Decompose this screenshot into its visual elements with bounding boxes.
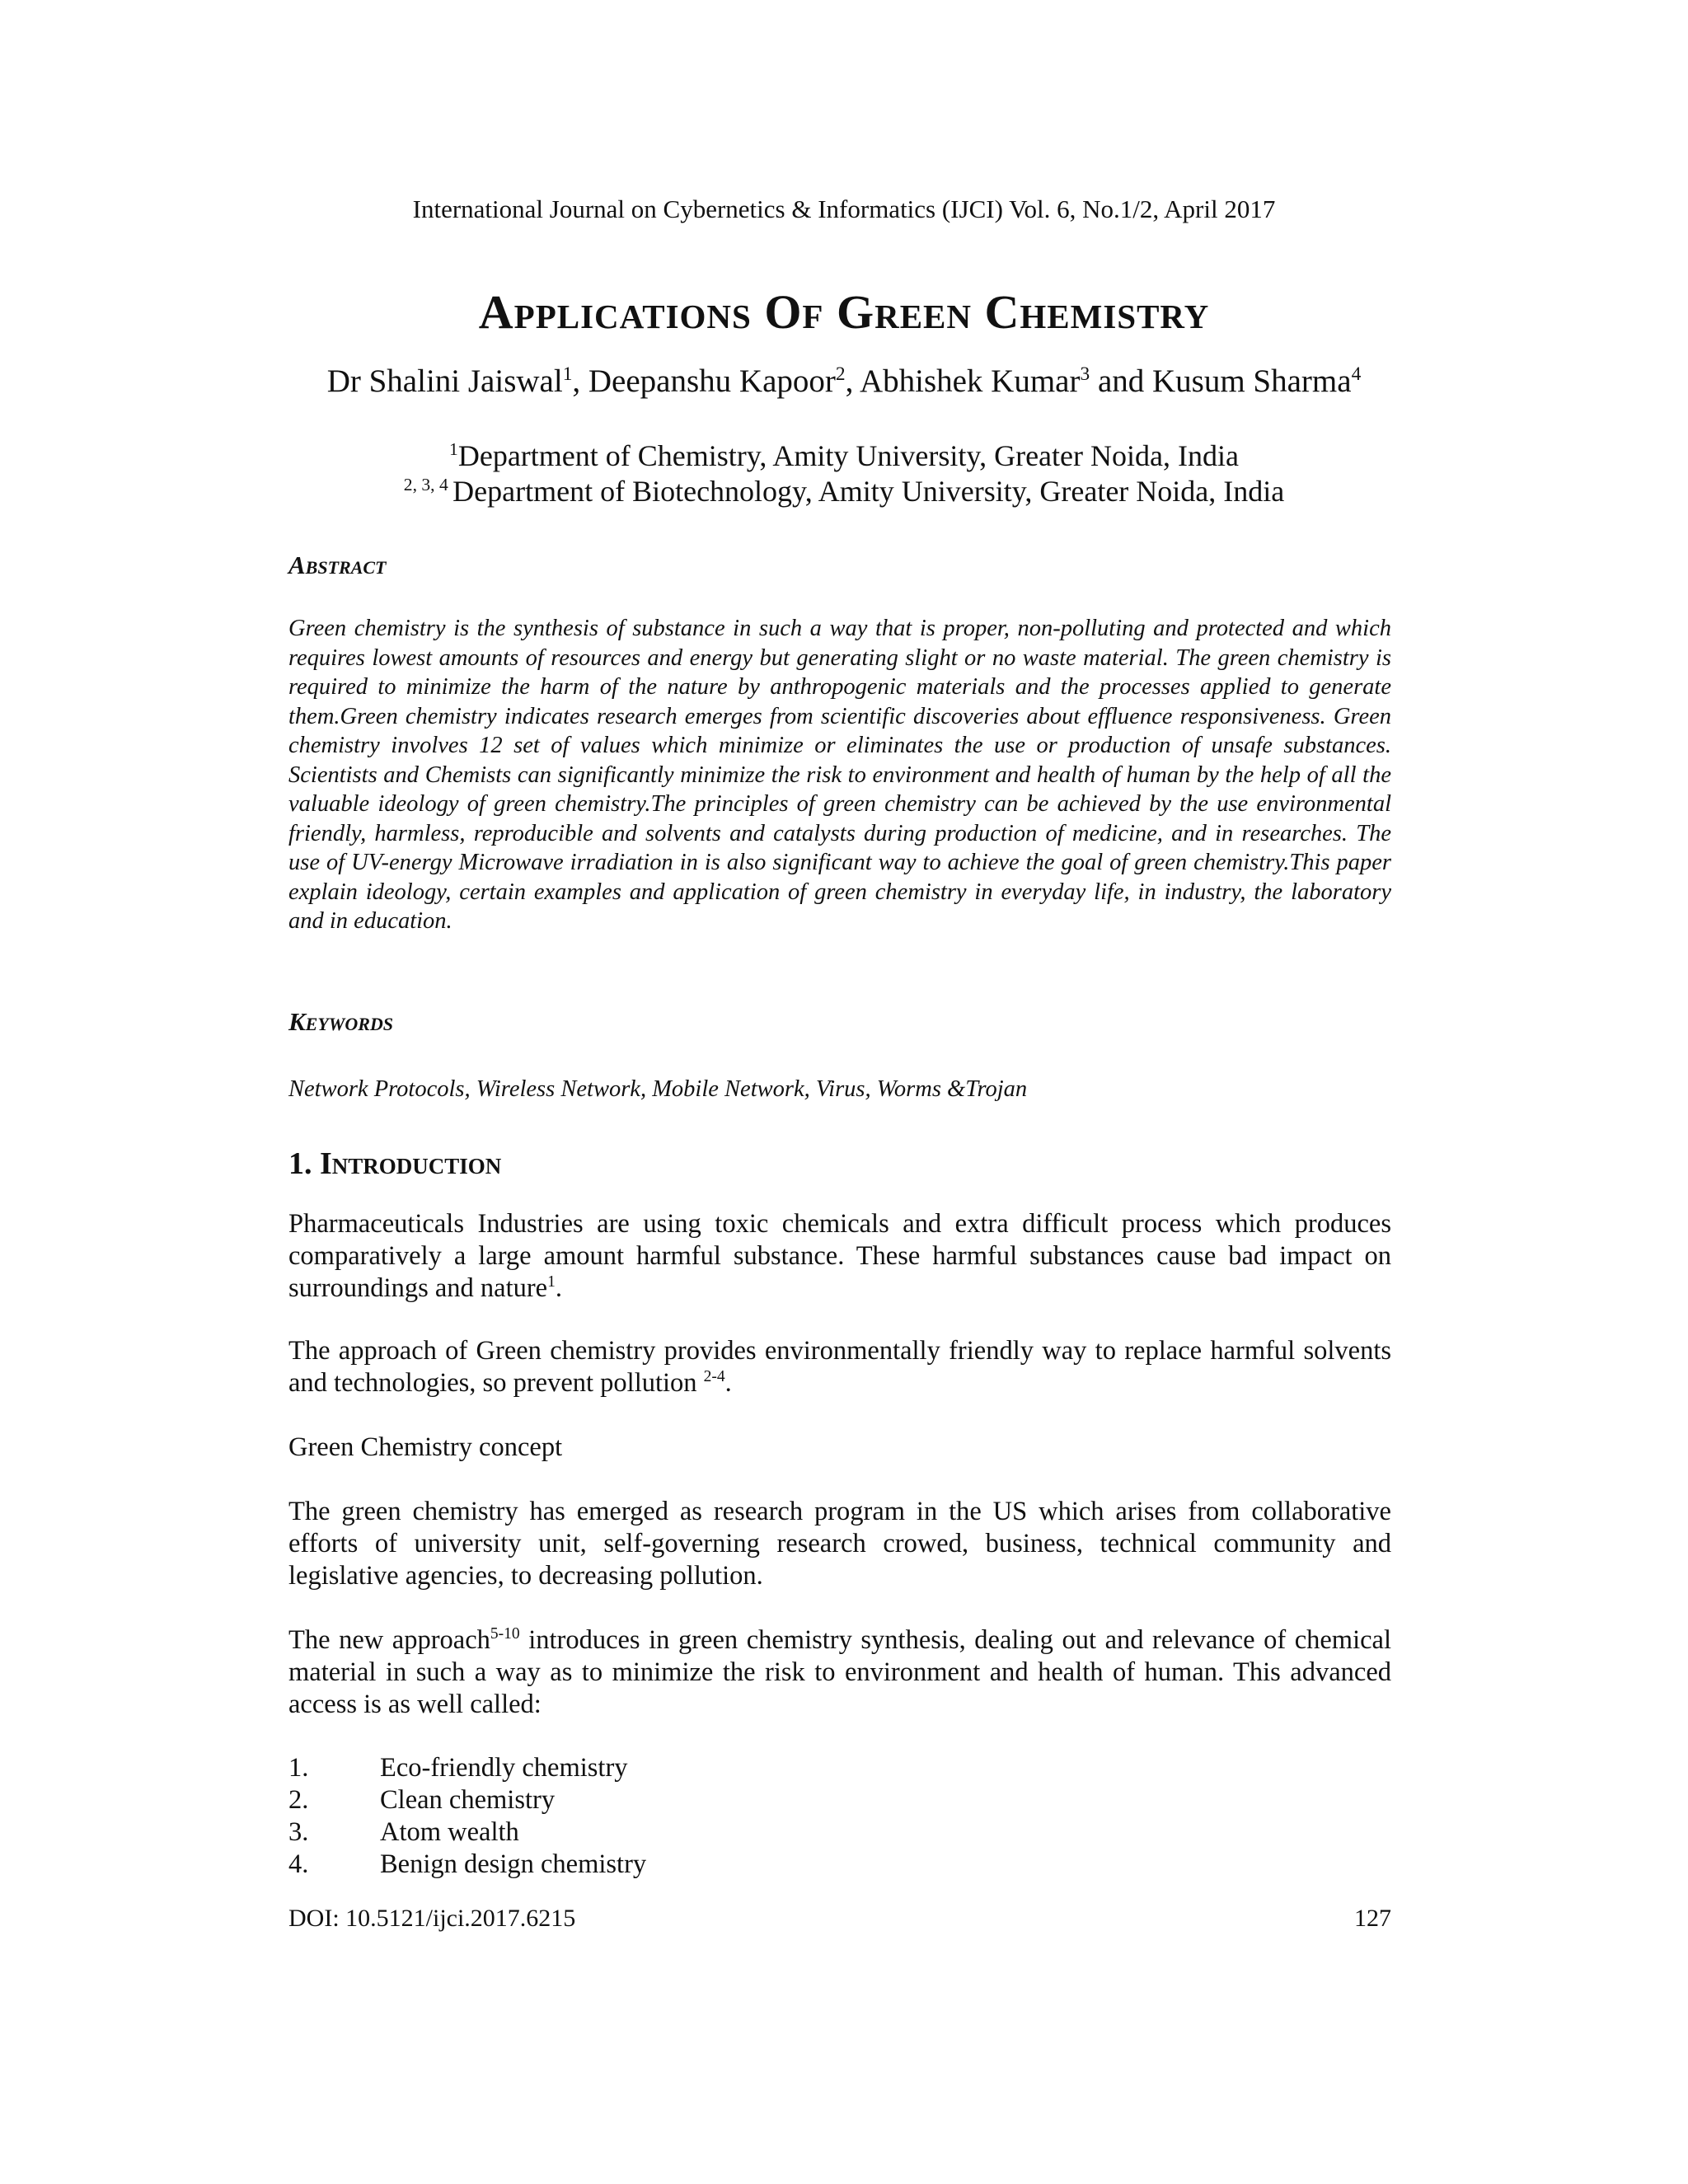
- author-affiliation-mark: 1: [562, 363, 573, 385]
- affiliation-text: Department of Biotechnology, Amity University, Greater Noida, India: [452, 475, 1285, 508]
- affiliation: [0, 438, 1688, 473]
- affiliation: [0, 474, 1688, 509]
- author-separator: and: [1090, 363, 1152, 399]
- doi-link[interactable]: DOI: 10.5121/ijci.2017.6215: [288, 1905, 576, 1932]
- page-number: 127: [1354, 1905, 1391, 1932]
- section-title: Introduction: [320, 1146, 502, 1181]
- author-name: Abhishek Kumar: [859, 363, 1081, 399]
- citation-mark: 2-4: [703, 1368, 725, 1386]
- list-number: 1.: [288, 1753, 309, 1783]
- paragraph: [288, 1624, 1391, 1721]
- citation-mark: 5-10: [490, 1625, 520, 1643]
- paragraph: The green chemistry has emerged as research program in the US which arises from collaborative efforts of university unit, self-governing research crowed, business, technical community and legislative agencies, to decreasing pollution.: [288, 1497, 1391, 1591]
- paragraph: [288, 1208, 1391, 1305]
- paragraph-tail: .: [724, 1368, 732, 1398]
- affiliation-text: Department of Chemistry, Amity University, Greater Noida, India: [457, 439, 1239, 472]
- author-separator: ,: [572, 363, 588, 399]
- keywords-text: Network Protocols, Wireless Network, Mobile Network, Virus, Worms &Trojan: [288, 1076, 1028, 1102]
- list-item: [288, 1816, 1391, 1849]
- paper-title: Applications Of Green Chemistry: [478, 285, 1210, 339]
- paragraph: [288, 1335, 1391, 1399]
- author-affiliation-mark: 4: [1351, 363, 1362, 385]
- author-affiliation-mark: 2: [835, 363, 846, 385]
- author-name: Dr Shalini Jaiswal: [326, 363, 563, 399]
- running-head: International Journal on Cybernetics & Informatics (IJCI) Vol. 6, No.1/2, April 2017: [412, 194, 1276, 223]
- subsection-label: Green Chemistry concept: [288, 1432, 563, 1462]
- affiliation-mark: 1: [449, 439, 458, 459]
- citation-mark: 1: [547, 1273, 556, 1291]
- list-text: Eco-friendly chemistry: [380, 1753, 628, 1783]
- numbered-list: [288, 1752, 1391, 1881]
- paragraph-text: The new approach: [288, 1625, 490, 1655]
- abstract-text: Green chemistry is the synthesis of substance in such a way that is proper, non-polluting and protected and which requires lowest amounts of resources and energy but generating slight or no waste material. The green chemistry is required to minimize the harm of the nature by anthropogenic materials and the processes applied to generate them.Green chemistry indicates research emerges from scientific discoveries about effluence responsiveness. Green chemistry involves 12 set of values which minimize or eliminates the use or production of unsafe substances. Scientists and Chemists can significantly minimize the risk to environment and health of human by the help of all the valuable ideology of green chemistry.The principles of green chemistry can be achieved by the use environmental friendly, harmless, reproducible and solvents and catalysts during production of medicine, and in researches. The use of UV-energy Microwave irradiation in is also significant way to achieve the goal of green chemistry.This paper explain ideology, certain examples and application of green chemistry in everyday life, in industry, the laboratory and in education.: [288, 616, 1391, 934]
- list-number: 2.: [288, 1785, 309, 1815]
- list-text: Clean chemistry: [380, 1785, 556, 1815]
- author-list: [0, 363, 1688, 400]
- author-affiliation-mark: 3: [1080, 363, 1090, 385]
- list-item: [288, 1752, 1391, 1784]
- abstract-heading: Abstract: [288, 551, 387, 579]
- author-name: Deepanshu Kapoor: [588, 363, 836, 399]
- list-item: [288, 1849, 1391, 1881]
- list-item: [288, 1784, 1391, 1816]
- list-number: 4.: [288, 1849, 309, 1879]
- paragraph-text: The approach of Green chemistry provides environmentally friendly way to replace harmful solvents and technologies, so prevent pollution: [288, 1336, 1391, 1398]
- keywords-heading: Keywords: [288, 1007, 394, 1036]
- affiliation-mark: 2, 3, 4: [403, 475, 453, 494]
- introduction-heading: [288, 1146, 501, 1182]
- paragraph-tail: .: [555, 1273, 562, 1303]
- paragraph-text: introduces in green chemistry synthesis, dealing out and relevance of chemical material in such a way as to minimize the risk to environment and health of human. This advanced access is as well called:: [288, 1625, 1391, 1719]
- list-number: 3.: [288, 1817, 309, 1847]
- section-number: 1.: [288, 1146, 312, 1181]
- paragraph-text: Pharmaceuticals Industries are using toxic chemicals and extra difficult process which produces comparatively a large amount harmful substance. These harmful substances cause bad impact on surroundings and nature: [288, 1209, 1391, 1303]
- list-text: Benign design chemistry: [380, 1849, 647, 1879]
- list-text: Atom wealth: [380, 1817, 519, 1847]
- author-name: Kusum Sharma: [1152, 363, 1352, 399]
- author-separator: ,: [845, 363, 860, 399]
